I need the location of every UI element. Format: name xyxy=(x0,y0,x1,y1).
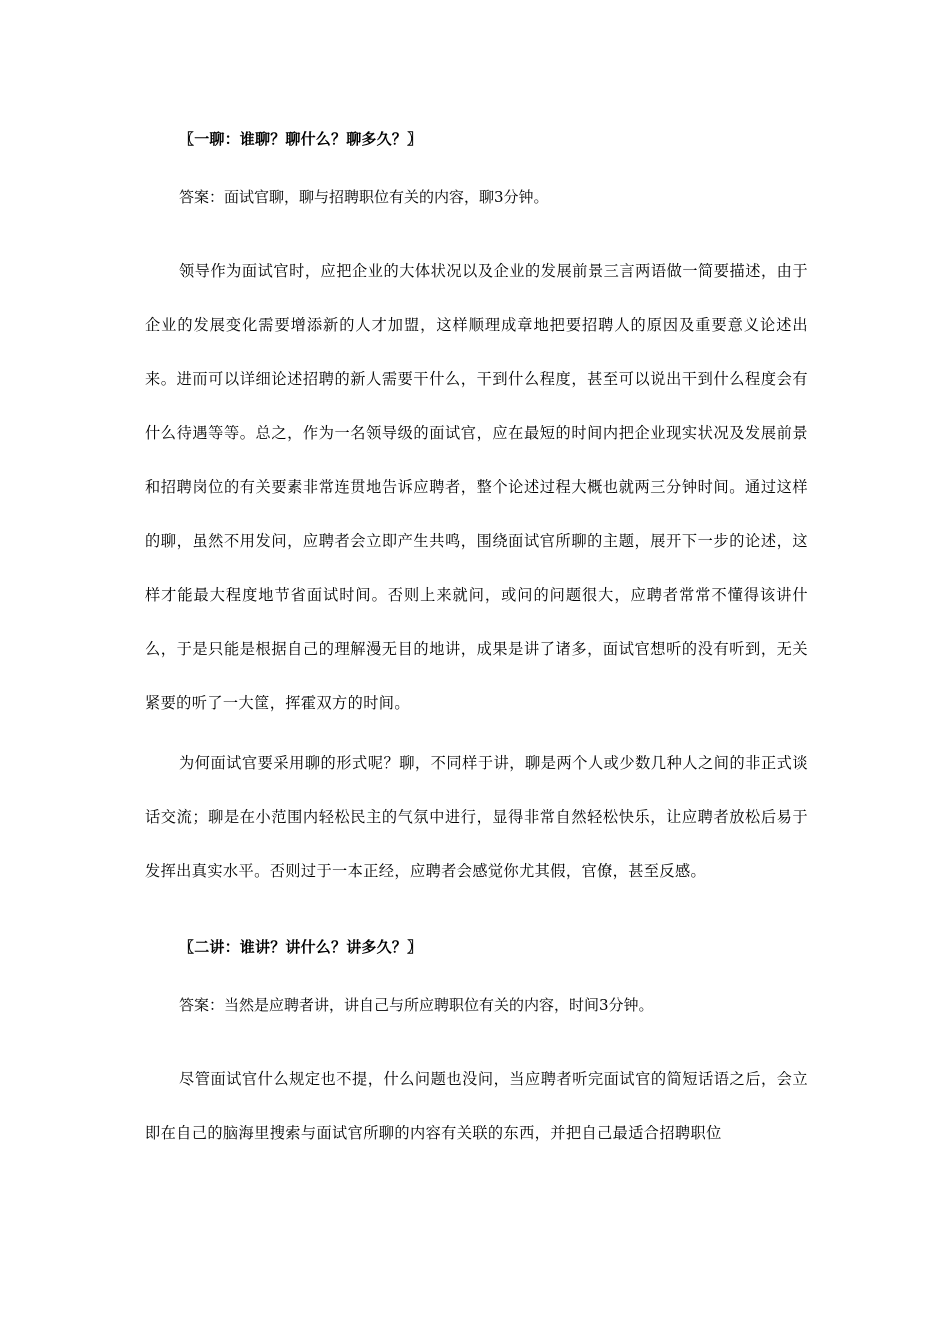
section-1-paragraph-2: 为何面试官要采用聊的形式呢？聊，不同样于讲，聊是两个人或少数几种人之间的非正式谈话交流；聊是在小范围内轻松民主的气氛中进行，显得非常自然轻松快乐，让应聘者放松后易于发挥出真实水平。否则过于一本正经，应聘者会感觉你尤其假，官僚，甚至反感。 xyxy=(145,754,808,880)
section-1-paragraph-1: 领导作为面试官时，应把企业的大体状况以及企业的发展前景三言两语做一简要描述，由于企业的发展变化需要增添新的人才加盟，这样顺理成章地把要招聘人的原因及重要意义论述出来。进而可以详细论述招聘的新人需要干什么，干到什么程度，甚至可以说出干到什么程度会有什么待遇等等。总之，作为一名领导级的面试官，应在最短的时间内把企业现实状况及发展前景和招聘岗位的有关要素非常连贯地告诉应聘者，整个论述过程大概也就两三分钟时间。通过这样的聊，虽然不用发问，应聘者会立即产生共鸣，围绕面试官所聊的主题，展开下一步的论述，这样才能最大程度地节省面试时间。否则上来就问，或问的问题很大，应聘者常常不懂得该讲什么，于是只能是根据自己的理解漫无目的地讲，成果是讲了诸多，面试官想听的没有听到，无关紧要的听了一大筐，挥霍双方的时间。 xyxy=(145,262,808,712)
section-answer-1: 答案：面试官聊，聊与招聘职位有关的内容，聊3分钟。 xyxy=(179,188,549,206)
section-2-paragraph-1: 尽管面试官什么规定也不提，什么问题也没问，当应聘者听完面试官的简短话语之后，会立即在自己的脑海里搜索与面试官所聊的内容有关联的东西，并把自己最适合招聘职位 xyxy=(145,1070,808,1142)
section-heading-1: 〖一聊：谁聊？聊什么？聊多久？〗 xyxy=(179,130,423,148)
section-heading-2: 〖二讲：谁讲？讲什么？讲多久？〗 xyxy=(179,938,423,956)
section-answer-2: 答案：当然是应聘者讲，讲自己与所应聘职位有关的内容，时间3分钟。 xyxy=(179,996,654,1014)
